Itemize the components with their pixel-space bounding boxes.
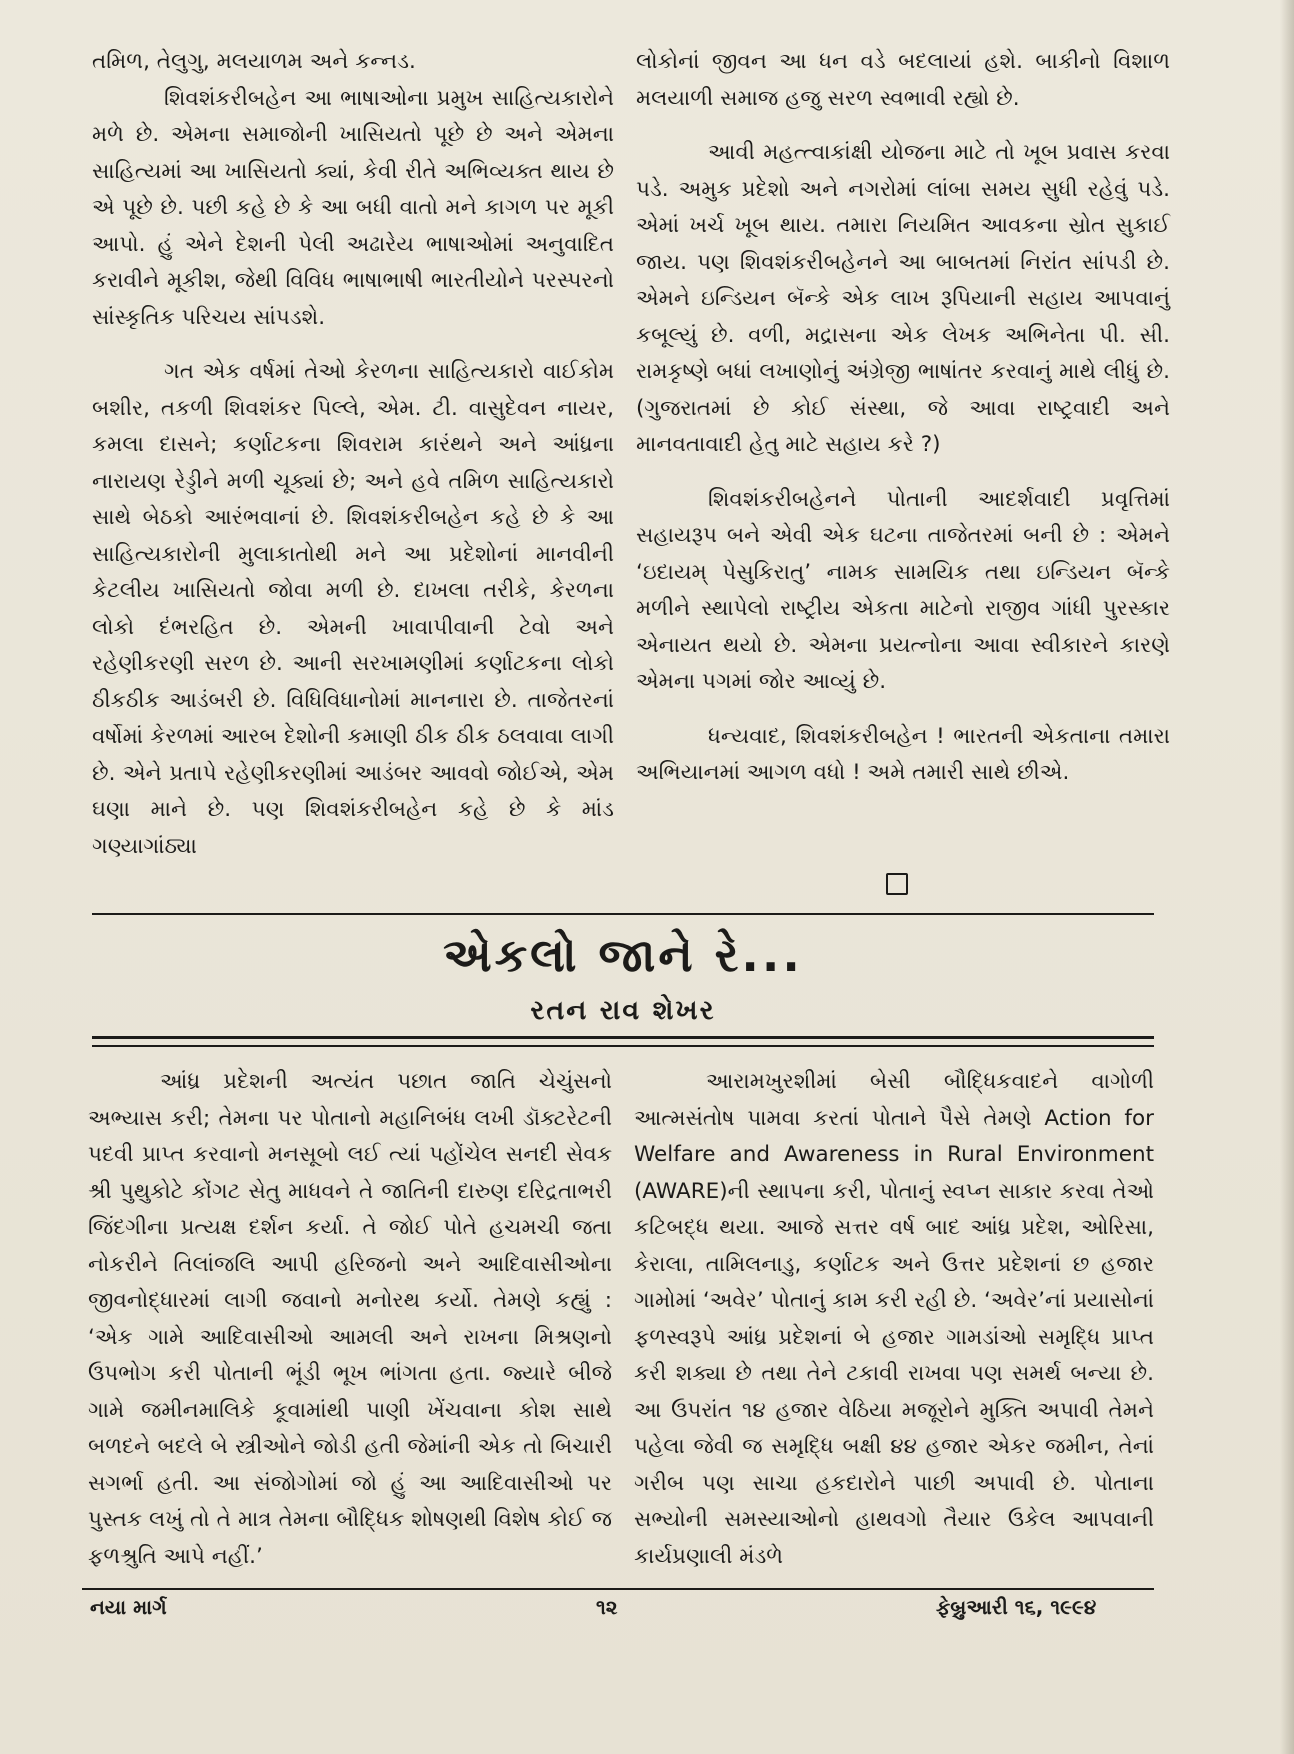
section-divider xyxy=(92,913,1154,915)
paragraph: શિવશંકરીબહેનને પોતાની આદર્શવાદી પ્રવૃત્તિમાં સહાયરૂપ બને એવી એક ઘટના તાજેતરમાં બની છે : એમને ‘ઇદાયમ્ પેસુકિરાતુ’ નામક સામયિક તથા ઇન્ડિયન બૅન્કે મળીને સ્થાપેલો રાષ્ટ્રીય એકતા માટેનો રાજીવ ગાંધી પુરસ્કાર એનાયત થયો છે. એમના પ્રયત્નોના આવા સ્વીકારને કારણે એમના પગમાં જોર આવ્યું છે. xyxy=(636,486,1170,694)
title-underline-thick xyxy=(92,1036,1154,1039)
scan-edge-shadow xyxy=(1280,0,1294,1754)
article-author: રતન રાવ શેખર xyxy=(530,995,716,1026)
paragraph: આવી મહત્ત્વાકાંક્ષી યોજના માટે તો ખૂબ પ્રવાસ કરવા પડે. અમુક પ્રદેશો અને નગરોમાં લાંબા સમય સુધી રહેવું પડે. એમાં ખર્ચ ખૂબ થાય. તમારા નિયમિત આવકના સ્રોત સુકાઈ જાય. પણ શિવશંકરીબહેનને આ બાબતમાં નિરાંત સાંપડી છે. એમને ઇન્ડિયન બૅન્કે એક લાખ રૂપિયાની સહાય આપવાનું કબૂલ્યું છે. વળી, મદ્રાસના એક લેખક અભિનેતા પી. સી. રામકૃષ્ણે બધાં લખાણોનું અંગ્રેજી ભાષાંતર કરવાનું માથે લીધું છે. (ગુજરાતમાં છે કોઈ સંસ્થા, જે આવા રાષ્ટ્રવાદી અને માનવતાવાદી હેતુ માટે સહાય કરે ?) xyxy=(636,140,1170,457)
paragraph: ગત એક વર્ષમાં તેઓ કેરળના સાહિત્યકારો વાઈકોમ બશીર, તકળી શિવશંકર પિલ્લે, એમ. ટી. વાસુદેવન નાયર, કમલા દાસને; કર્ણાટકના શિવરામ કારંથને અને આંધ્રના નારાયણ રેડ્ડીને મળી ચૂક્યાં છે; અને હવે તમિળ સાહિત્યકારો સાથે બેઠકો આરંભવાનાં છે. શિવશંકરીબહેન કહે છે કે આ સાહિત્યકારોની મુલાકાતોથી મને આ પ્રદેશોનાં માનવીની કેટલીય ખાસિયતો જોવા મળી છે. દાખલા તરીકે, કેરળના લોકો દંભરહિત છે. એમની ખાવાપીવાની ટેવો અને રહેણીકરણી સરળ છે. આની સરખામણીમાં કર્ણાટકના લોકો ઠીકઠીક આડંબરી છે. વિધિવિધાનોમાં માનનારા છે. તાજેતરનાં વર્ષોમાં કેરળમાં આરબ દેશોની કમાણી ઠીક ઠીક ઠલવાવા લાગી છે. એને પ્રતાપે રહેણીકરણીમાં આડંબર આવવો જોઈએ, એમ ઘણા માને છે. પણ શિવશંકરીબહેન કહે છે કે માંડ ગણ્યાગાંઠ્યા xyxy=(92,359,614,859)
footer-date: ફેબ્રુઆરી ૧૬, ૧૯૯૪ xyxy=(936,1595,1097,1619)
previous-article-column-right xyxy=(636,44,1170,792)
article-column-right xyxy=(634,1064,1154,1575)
footer-divider xyxy=(82,1588,1154,1590)
paragraph: આરામખુરશીમાં બેસી બૌદ્ધિકવાદને વાગોળી આત્મસંતોષ પામવા કરતાં પોતાને પૈસે તેમણે Action for Welfare and Awareness in Rural Environment (AWARE)ની સ્થાપના કરી, પોતાનું સ્વપ્ન સાકાર કરવા તેઓ કટિબદ્ધ થયા. આજે સત્તર વર્ષ બાદ આંધ્ર પ્રદેશ, ઓરિસા, કેરાલા, તામિલનાડુ, કર્ણાટક અને ઉત્તર પ્રદેશનાં છ હજાર ગામોમાં ‘અવેર’ પોતાનું કામ કરી રહી છે. ‘અવેર’નાં પ્રયાસોનાં ફળસ્વરૂપે આંધ્ર પ્રદેશનાં બે હજાર ગામડાંઓ સમૃદ્ધિ પ્રાપ્ત કરી શક્યા છે તથા તેને ટકાવી રાખવા પણ સમર્થ બન્યા છે. આ ઉપરાંત ૧૪ હજાર વેઠિયા મજૂરોને મુક્તિ અપાવી તેમને પહેલા જેવી જ સમૃદ્ધિ બક્ષી ૪૪ હજાર એકર જમીન, તેનાં ગરીબ પણ સાચા હકદારોને પાછી અપાવી છે. પોતાના સભ્યોની સમસ્યાઓનો હાથવગો તૈયાર ઉકેલ આપવાની કાર્યપ્રણાલી મંડળે xyxy=(634,1069,1154,1569)
article-title: એકલો જાને રે... xyxy=(443,928,803,982)
paragraph: આંધ્ર પ્રદેશની અત્યંત પછાત જાતિ ચેચુંસનો અભ્યાસ કરી; તેમના પર પોતાનો મહાનિબંધ લખી ડૉક્ટરેટની પદવી પ્રાપ્ત કરવાનો મનસૂબો લઈ ત્યાં પહોંચેલ સનદી સેવક શ્રી પુથુકોટે કોંગટ સેતુ માધવને તે જાતિની દારુણ દરિદ્રતાભરી જિંદગીના પ્રત્યક્ષ દર્શન કર્યા. તે જોઈ પોતે હચમચી જતા નોકરીને તિલાંજલિ આપી હરિજનો અને આદિવાસીઓના જીવનોદ્ધારમાં લાગી જવાનો મનોરથ કર્યો. તેમણે કહ્યું : ‘એક ગામે આદિવાસીઓ આમલી અને રાખના મિશ્રણનો ઉપભોગ કરી પોતાની ભૂંડી ભૂખ ભાંગતા હતા. જ્યારે બીજે ગામે જમીનમાલિકે કૂવામાંથી પાણી ખેંચવાના કોશ સાથે બળદને બદલે બે સ્ત્રીઓને જોડી હતી જેમાંની એક તો બિચારી સગર્ભા હતી. આ સંજોગોમાં જો હું આ આદિવાસીઓ પર પુસ્તક લખું તો તે માત્ર તેમના બૌદ્ધિક શોષણથી વિશેષ કોઈ જ ફળશ્રુતિ આપે નહીં.’ xyxy=(88,1069,612,1569)
footer-page-number: ૧૨ xyxy=(596,1595,618,1619)
paragraph: લોકોનાં જીવન આ ધન વડે બદલાયાં હશે. બાકીનો વિશાળ મલયાળી સમાજ હજુ સરળ સ્વભાવી રહ્યો છે. xyxy=(636,49,1170,111)
paragraph: શિવશંકરીબહેન આ ભાષાઓના પ્રમુખ સાહિત્યકારોને મળે છે. એમના સમાજોની ખાસિયતો પૂછે છે અને એમના સાહિત્યમાં આ ખાસિયતો ક્યાં, કેવી રીતે અભિવ્યક્ત થાય છે એ પૂછે છે. પછી કહે છે કે આ બધી વાતો મને કાગળ પર મૂકી આપો. હું એને દેશની પેલી અઢારેય ભાષાઓમાં અનુવાદિત કરાવીને મૂકીશ, જેથી વિવિધ ભાષાભાષી ભારતીયોને પરસ્પરનો સાંસ્કૃતિક પરિચય સાંપડશે. xyxy=(92,85,614,330)
previous-article-column-left xyxy=(92,44,614,865)
paragraph: ધન્યવાદ, શિવશંકરીબહેન ! ભારતની એકતાના તમારા અભિયાનમાં આગળ વધો ! અમે તમારી સાથે છીએ. xyxy=(636,723,1170,785)
paragraph: તમિળ, તેલુગુ, મલયાળમ અને કન્નડ. xyxy=(92,49,416,74)
title-underline-thin xyxy=(92,1045,1154,1047)
article-end-square-icon xyxy=(886,873,908,895)
article-column-left xyxy=(88,1064,612,1575)
footer-publication-name: નયા માર્ગ xyxy=(90,1595,167,1619)
